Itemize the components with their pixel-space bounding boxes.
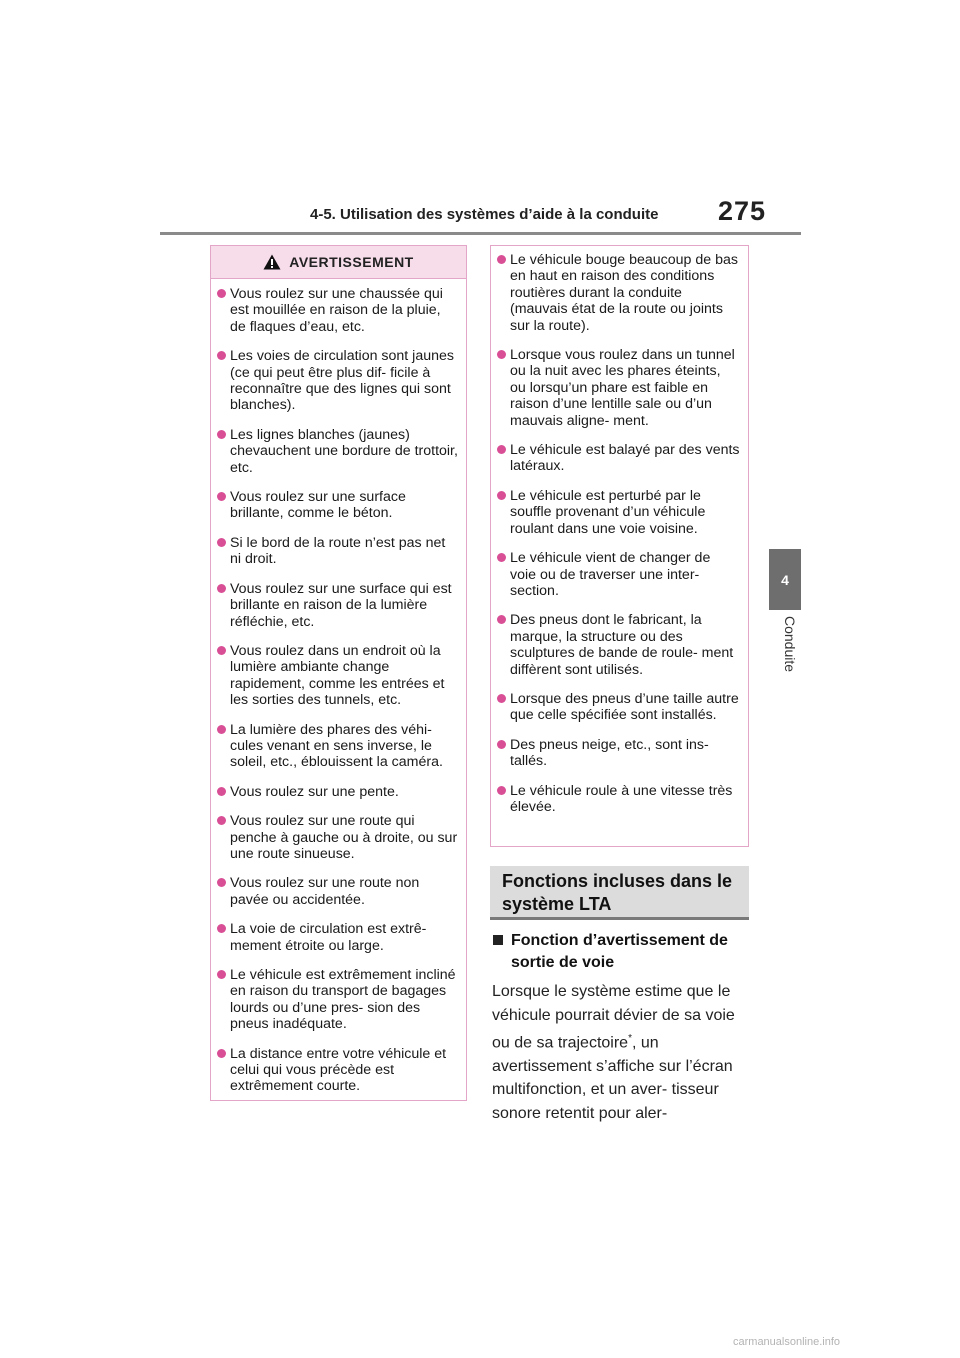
- warning-item: [217, 535, 458, 568]
- footnote-marker: *: [628, 1033, 632, 1044]
- warning-item-text: La lumière des phares des véhi- cules venant en sens inverse, le soleil, etc., éblouissent la caméra.: [230, 721, 443, 771]
- warning-item: [497, 691, 740, 724]
- bullet-icon: [217, 492, 226, 501]
- warning-item-text: Vous roulez dans un endroit où la lumière ambiante change rapidement, comme les entrées et les sorties des tunnels, etc.: [230, 642, 445, 709]
- warning-item-text: Lorsque des pneus d’une taille autre que celle spécifiée sont installés.: [510, 690, 739, 724]
- warning-item-text: Vous roulez sur une surface qui est brillante en raison de la lumière réfléchie, etc.: [230, 580, 452, 630]
- bullet-icon: [497, 615, 506, 624]
- warning-item: [497, 252, 740, 334]
- warning-item: [217, 813, 458, 862]
- square-bullet-icon: [493, 935, 503, 945]
- bullet-icon: [497, 445, 506, 454]
- warning-item: [217, 967, 458, 1033]
- bullet-icon: [497, 553, 506, 562]
- warning-item-text: La distance entre votre véhicule et celui qui vous précède est extrêmement courte.: [230, 1045, 447, 1095]
- warning-title: AVERTISSEMENT: [289, 254, 414, 270]
- warning-item-text: La voie de circulation est extrê- mement étroite ou large.: [230, 921, 427, 954]
- warning-item-text: Vous roulez sur une chaussée qui est mouillée en raison de la pluie, de flaques d’eau, etc.: [230, 286, 443, 335]
- warning-item-text: Des pneus neige, etc., sont ins- tallés.: [510, 736, 709, 770]
- warning-item: [497, 347, 740, 429]
- bullet-icon: [217, 584, 226, 593]
- warning-item-text: Lorsque vous roulez dans un tunnel ou la nuit avec les phares éteints, ou lorsqu’un phare est faible en raison d’une lentille sale ou d’un mauvais aligne- ment.: [510, 347, 735, 429]
- warning-item-text: Vous roulez sur une route non pavée ou accidentée.: [230, 875, 420, 908]
- bullet-icon: [497, 694, 506, 703]
- warning-triangle-icon: [263, 254, 281, 270]
- bullet-icon: [497, 740, 506, 749]
- warning-item-text: Des pneus dont le fabricant, la marque, la structure ou des sculptures de bande de roule- ment diffèrent sont utilisés.: [510, 612, 734, 678]
- bullet-icon: [217, 646, 226, 655]
- warning-item: [217, 427, 458, 476]
- warning-item: [217, 348, 458, 414]
- bullet-icon: [217, 816, 226, 825]
- body-text-start: Lorsque le système estime que le véhicule pourrait dévier de sa voie ou de sa trajectoire: [492, 983, 735, 1052]
- warning-item-text: Vous roulez sur une pente.: [230, 783, 399, 800]
- warning-item-text: Le véhicule roule à une vitesse très élevée.: [510, 782, 733, 815]
- warning-list-left: [211, 279, 466, 1095]
- warning-item-text: Les lignes blanches (jaunes) chevauchent une bordure de trottoir, etc.: [230, 426, 458, 476]
- site-watermark[interactable]: carmanualsonline.info: [733, 1336, 841, 1348]
- warning-item-text: Le véhicule est perturbé par le souffle provenant d’un véhicule roulant dans une voie voisine.: [510, 487, 706, 537]
- bullet-icon: [217, 430, 226, 439]
- bullet-icon: [217, 924, 226, 933]
- warning-item-text: Le véhicule vient de changer de voie ou de traverser une inter- section.: [510, 550, 711, 599]
- warning-item: [217, 722, 458, 771]
- header-rule: [160, 232, 801, 235]
- bullet-icon: [217, 970, 226, 979]
- bullet-icon: [497, 786, 506, 795]
- warning-item-text: Le véhicule est balayé par des vents latéraux.: [510, 442, 740, 475]
- bullet-icon: [217, 787, 226, 796]
- warning-item: [217, 489, 458, 522]
- warning-item-text: Vous roulez sur une route qui penche à gauche ou à droite, ou sur une route sinueuse.: [230, 813, 458, 862]
- warning-item: [497, 783, 740, 816]
- warning-item-text: Les voies de circulation sont jaunes (ce qui peut être plus dif- ficile à reconnaître que des lignes qui sont blanches).: [230, 348, 454, 414]
- warning-item-text: Si le bord de la route n’est pas net ni droit.: [230, 534, 446, 568]
- bullet-icon: [217, 538, 226, 547]
- bullet-icon: [217, 1049, 226, 1058]
- warning-item-text: Vous roulez sur une surface brillante, comme le béton.: [230, 489, 406, 522]
- warning-item: [217, 784, 458, 800]
- warning-item: [217, 1046, 458, 1095]
- bullet-icon: [497, 350, 506, 359]
- warning-item: [217, 581, 458, 630]
- warning-item: [497, 488, 740, 537]
- warning-item: [497, 612, 740, 678]
- sub-heading: [493, 930, 753, 974]
- warning-item-text: Le véhicule bouge beaucoup de bas en haut en raison des conditions routières durant la conduite (mauvais état de la route ou joints sur la route).: [510, 252, 738, 334]
- bullet-icon: [217, 289, 226, 298]
- warning-item: [217, 921, 458, 954]
- warning-box-right: [490, 245, 749, 847]
- warning-header: [211, 246, 466, 279]
- page-number: 275: [718, 196, 767, 226]
- bullet-icon: [497, 255, 506, 264]
- bullet-icon: [217, 725, 226, 734]
- warning-item: [217, 875, 458, 908]
- warning-item: [497, 737, 740, 770]
- bullet-icon: [217, 351, 226, 360]
- bullet-icon: [497, 491, 506, 500]
- body-text-end: , un avertissement s’affiche sur l’écran multifonction, et un aver- tisseur sonore retentit pour aler-: [492, 1034, 733, 1122]
- section-heading: Fonctions incluses dans le système LTA: [490, 866, 749, 920]
- body-paragraph: [492, 980, 754, 1125]
- chapter-tab[interactable]: 4: [769, 549, 801, 610]
- bullet-icon: [217, 878, 226, 887]
- warning-box-left: [210, 245, 467, 1101]
- warning-list-right: [491, 246, 748, 815]
- warning-item: [217, 643, 458, 709]
- warning-item: [497, 442, 740, 475]
- warning-item: [217, 286, 458, 335]
- chapter-tab-label: Conduite: [782, 616, 798, 673]
- warning-item: [497, 550, 740, 599]
- warning-item-text: Le véhicule est extrêmement incliné en raison du transport de bagages lourds ou d’une pres- sion des pneus inadéquate.: [230, 967, 456, 1033]
- sub-heading-text: Fonction d’avertissement de sortie de voie: [511, 932, 728, 971]
- running-header-title: 4-5. Utilisation des systèmes d’aide à la conduite: [310, 206, 659, 223]
